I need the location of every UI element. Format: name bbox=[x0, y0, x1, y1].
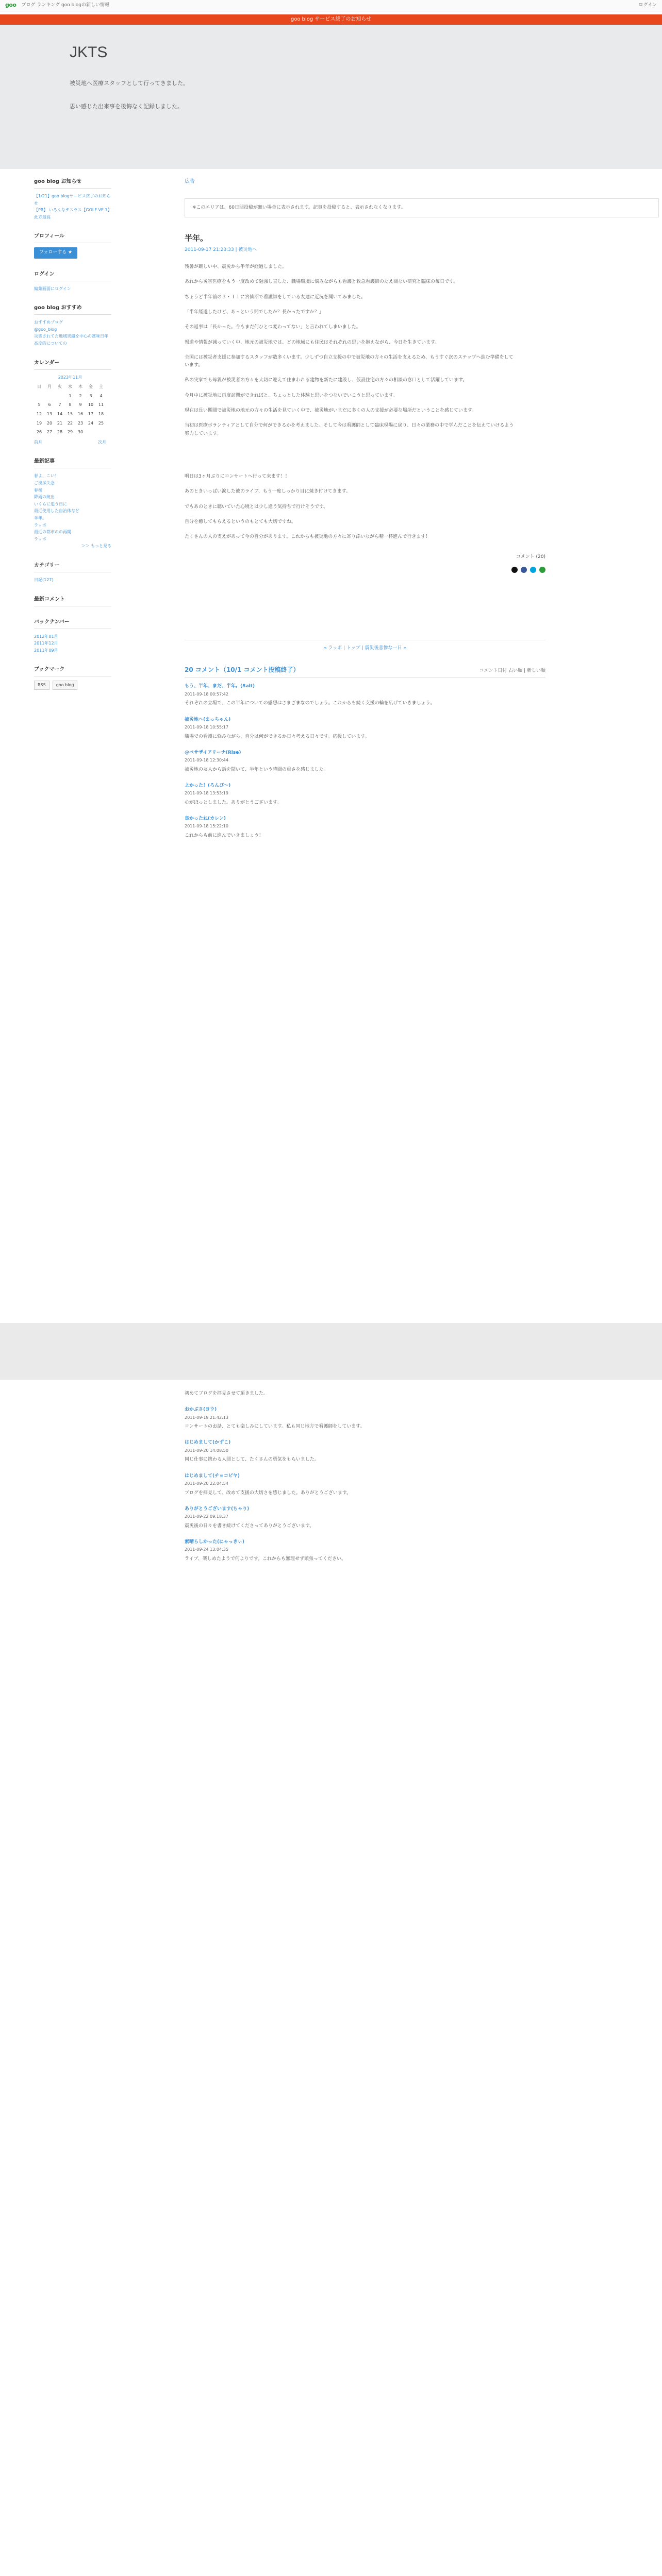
comment-item bbox=[185, 815, 535, 840]
section-divider-band bbox=[0, 1323, 662, 1380]
calendar-day[interactable]: 1 bbox=[69, 393, 72, 398]
calendar-day bbox=[34, 392, 44, 401]
recommend-item[interactable]: @goo_blog bbox=[34, 327, 57, 332]
bookmark-heading: ブックマーク bbox=[34, 665, 111, 676]
calendar-day[interactable]: 9 bbox=[79, 402, 82, 408]
calendar-weekday: 月 bbox=[47, 384, 52, 389]
comment-item bbox=[185, 1439, 545, 1464]
blog-post bbox=[185, 232, 659, 572]
comment-body: コンサートのお話、とても楽しみにしています。私も同じ地方で看護師をしています。 bbox=[185, 1424, 365, 1430]
notice-item[interactable]: 【1/21】goo blogサービス終了のお知らせ bbox=[34, 194, 111, 206]
top-nav-links[interactable]: ブログ ランキング goo blogの新しい情報 bbox=[21, 2, 109, 8]
comment-date: 2011-09-18 13:53:19 bbox=[185, 791, 228, 796]
comment-author[interactable]: おかぶさ(ヨウ) bbox=[185, 1407, 217, 1413]
service-notice-banner[interactable] bbox=[0, 14, 662, 25]
calendar-day bbox=[96, 428, 106, 437]
calendar-day[interactable]: 15 bbox=[67, 412, 73, 417]
recent-post-link[interactable]: いくらに追う日に bbox=[34, 501, 67, 506]
share-buttons bbox=[185, 567, 545, 573]
comment-date: 2011-09-18 10:55:17 bbox=[185, 724, 228, 730]
calendar-day[interactable]: 13 bbox=[46, 412, 53, 417]
notice-item[interactable]: 【PR】 いろんなテスラス【GOLF VE 1】此方最高 bbox=[34, 208, 110, 219]
comments-list-lower bbox=[185, 1406, 662, 1563]
comment-item bbox=[185, 1538, 545, 1563]
comment-author[interactable]: もう、半年、まだ、半年。(Salt) bbox=[185, 684, 255, 689]
calendar-day[interactable]: 26 bbox=[36, 430, 42, 435]
comment-item bbox=[185, 749, 535, 774]
service-notice-text[interactable]: goo blog サービス終了のお知らせ bbox=[290, 16, 372, 22]
follow-button[interactable]: フォローする ★ bbox=[34, 247, 77, 258]
profile-heading: プロフィール bbox=[34, 232, 111, 243]
notice-list bbox=[34, 193, 111, 221]
calendar-day[interactable]: 25 bbox=[98, 420, 104, 426]
comment-date: 2011-09-19 21:42:13 bbox=[185, 1415, 228, 1420]
calendar-day bbox=[86, 428, 96, 437]
calendar-day[interactable]: 22 bbox=[67, 420, 73, 426]
blog-description-1: 被災地へ医療スタッフとして行ってきました。 bbox=[70, 80, 189, 87]
recommend-heading: goo blog おすすめ bbox=[34, 303, 111, 315]
recent-post-link[interactable]: 春桜 bbox=[34, 487, 42, 493]
calendar-weekday: 土 bbox=[99, 384, 103, 389]
comment-date: 2011-09-22 09:18:37 bbox=[185, 1514, 228, 1519]
calendar-day[interactable]: 20 bbox=[46, 420, 53, 426]
comment-count-link[interactable]: コメント (20) bbox=[516, 554, 545, 560]
comment-item bbox=[185, 1505, 545, 1530]
comment-body: 心がほっとしました。ありがとうございます。 bbox=[185, 800, 282, 805]
post-paragraph: たくさんの人の支えがあって今の自分があります。これからも被災地の方々に寄り添いながら精一杯進んで行きます！ bbox=[185, 534, 431, 540]
recent-posts-heading: 最新記事 bbox=[34, 457, 111, 468]
category-item[interactable]: 日記(127) bbox=[34, 577, 54, 582]
calendar-day[interactable]: 14 bbox=[57, 412, 63, 417]
post-paragraph: でもあのときに聴いていた心境とは少し違う気持ちで行けそうです。 bbox=[185, 504, 328, 510]
comments-order[interactable]: コメント日付 古い順 | 新しい順 bbox=[479, 668, 545, 674]
calendar bbox=[34, 374, 106, 437]
recent-post-link[interactable]: 最近の都市のの再開 bbox=[34, 530, 71, 535]
comment-item bbox=[185, 1472, 545, 1497]
calendar-day[interactable]: 24 bbox=[88, 420, 94, 426]
calendar-day[interactable]: 5 bbox=[38, 402, 41, 408]
comment-body: ブログを拝見して、改めて支援の大切さを感じました。ありがとうございます。 bbox=[185, 1490, 352, 1496]
calendar-day[interactable]: 29 bbox=[67, 430, 73, 435]
comment-author[interactable]: 素晴らしかった(にゃっきぃ) bbox=[185, 1539, 245, 1545]
comment-item bbox=[185, 716, 535, 741]
calendar-day bbox=[44, 392, 55, 401]
recent-comments-heading: 最新コメント bbox=[34, 595, 111, 606]
rss-badge[interactable]: RSS bbox=[34, 681, 49, 690]
calendar-title: 2023年11月 bbox=[58, 375, 82, 380]
post-pager[interactable]: « ラッポ | トップ | 震災後悲惨な一日 » bbox=[185, 640, 545, 652]
post-body bbox=[185, 263, 659, 541]
post-title[interactable]: 半年。 bbox=[185, 233, 208, 243]
calendar-day[interactable]: 7 bbox=[58, 402, 61, 408]
comment-date: 2011-09-24 13:04:35 bbox=[185, 1547, 228, 1552]
comment-body: これからも前に進んでいきましょう！ bbox=[185, 833, 264, 839]
comment-date: 2011-09-20 22:04:54 bbox=[185, 1481, 228, 1486]
comment-date: 2011-09-18 12:30:44 bbox=[185, 758, 228, 763]
calendar-heading: カレンダー bbox=[34, 359, 111, 370]
post-paragraph: 明日は3ヶ月ぶりにコンサートへ行って来ます！！ bbox=[185, 473, 290, 479]
comments-list bbox=[185, 683, 659, 840]
post-paragraph: ちょうど半年前の３・１１に宮仙沼で看護師をしている友達に近況を聞いてみました。 bbox=[185, 294, 366, 300]
backnumber-item[interactable]: 2011年12月 bbox=[34, 641, 58, 646]
blog-title[interactable]: JKTS bbox=[70, 44, 108, 61]
post-paragraph: 「半年経過したけど、あっという間でしたか？長かったですか？」 bbox=[185, 309, 324, 315]
ad-notice-text: ※このエリアは、60日間投稿が無い場合に表示されます。記事を投稿すると、表示されなくなります。 bbox=[192, 205, 406, 210]
recommend-item[interactable]: おすすめブログ bbox=[34, 320, 63, 325]
top-nav-bar bbox=[0, 0, 662, 11]
backnumber-list bbox=[34, 633, 111, 654]
calendar-day[interactable]: 12 bbox=[36, 412, 42, 417]
comment-body: ライブ、楽しめたようで何よりです。これからも無理せず頑張ってください。 bbox=[185, 1556, 346, 1562]
calendar-day[interactable]: 30 bbox=[77, 430, 84, 435]
recent-post-link[interactable]: 春よ、こい！ bbox=[34, 473, 59, 479]
comment-author[interactable]: ありがとうございます(ちゃり) bbox=[185, 1506, 250, 1512]
post-paragraph: 残暑が厳しい中、震災から半年が経過しました。 bbox=[185, 264, 287, 270]
calendar-day[interactable]: 16 bbox=[77, 412, 84, 417]
recent-post-link[interactable]: 降雨の統出 bbox=[34, 495, 55, 500]
calendar-day[interactable]: 8 bbox=[69, 402, 72, 408]
goo-logo[interactable]: goo bbox=[5, 2, 16, 9]
post-paragraph: 自分を癒してもらえるというのもとても大切ですね。 bbox=[185, 519, 296, 524]
x-share-icon[interactable] bbox=[511, 567, 518, 573]
post-paragraph: 当初は医療ボランティアとして自分で何ができるかを考えました。そして今は看護師として臨床現場に戻り、日々の業務の中で学んだことを伝えていけるよう努力しています。 bbox=[185, 423, 514, 436]
calendar-prev-link[interactable]: 前月 bbox=[34, 439, 42, 445]
comment-author[interactable]: @ベサザイアリーナ(Rise) bbox=[185, 750, 241, 755]
calendar-next-link[interactable]: 次月 bbox=[98, 439, 106, 445]
recent-post-link[interactable]: ラッポ bbox=[34, 536, 46, 541]
recent-post-link[interactable]: ラッポ bbox=[34, 522, 46, 528]
calendar-day[interactable]: 11 bbox=[98, 402, 104, 408]
calendar-day[interactable]: 19 bbox=[36, 420, 42, 426]
comment-body: 震災後の日々を書き続けてくださってありがとうございます。 bbox=[185, 1523, 315, 1529]
comment-lead: 初めてブログを拝見させて頂きました。 bbox=[185, 1391, 269, 1396]
comment-body: 職場での看護に悩みながら、自分は何ができるか日々考える日々です。応援しています。 bbox=[185, 734, 370, 739]
post-paragraph: あれから災害医療をもう一度改めて勉強し直した、職場環境に悩みながらも看護と救急看護師のたえ間ない研究と臨床の毎日です。 bbox=[185, 279, 458, 285]
comment-item bbox=[185, 1406, 545, 1431]
calendar-day bbox=[55, 392, 65, 401]
blog-description-2: 思い感じた出来事を後悔なく記録しました。 bbox=[70, 103, 183, 110]
post-meta[interactable]: 2011-09-17 21:23:33 | 被災地へ bbox=[185, 247, 257, 252]
comment-body: 同じ仕事に携わる人間として、たくさんの勇気をもらいました。 bbox=[185, 1457, 319, 1463]
calendar-day[interactable]: 23 bbox=[77, 420, 84, 426]
comment-date: 2011-09-18 15:22:10 bbox=[185, 824, 228, 829]
calendar-day[interactable]: 6 bbox=[48, 402, 51, 408]
backnumber-heading: バックナンバー bbox=[34, 618, 111, 629]
sidebar bbox=[34, 177, 111, 690]
post-paragraph: 今月中に被災地に再度訪問ができればと、ちょっとした体験と思いをつないでいこうと思っています。 bbox=[185, 393, 398, 398]
calendar-weekday: 水 bbox=[68, 384, 72, 389]
recommend-item[interactable]: 災害されてた地域実績を中心の賞味日年高度的についての bbox=[34, 334, 108, 346]
recent-posts-list bbox=[34, 472, 111, 543]
comment-author[interactable]: よかった！(ろんぴ〜) bbox=[185, 783, 231, 788]
calendar-day[interactable]: 28 bbox=[57, 430, 63, 435]
comment-author[interactable]: 良かったね(カレン) bbox=[185, 816, 226, 822]
calendar-day[interactable]: 27 bbox=[46, 430, 53, 435]
post-paragraph: その返事は「長かった。今もまだ何ひとつ変わってない」と言われてしまいました。 bbox=[185, 325, 361, 330]
comment-author[interactable]: 被災地へ(まっちゃん) bbox=[185, 717, 231, 722]
line-share-icon[interactable] bbox=[539, 567, 545, 573]
ad-notice-box bbox=[185, 198, 659, 217]
notice-heading: goo blog お知らせ bbox=[34, 177, 111, 189]
calendar-weekday: 金 bbox=[89, 384, 93, 389]
main-content bbox=[185, 177, 659, 848]
calendar-weekday: 火 bbox=[58, 384, 62, 389]
post-paragraph: 私の実家でも母親が被災者の方々を大切に迎えて住まわれる建物を新たに建設し、仮設住宅の方々の相談の窓口として活躍しています。 bbox=[185, 378, 468, 383]
comment-body: 被災地の友人から話を聞いて、半年という時間の重さを感じました。 bbox=[185, 767, 328, 772]
post-paragraph: 全国には被災者支援に参加するスタッフが数多くいます。少しずつ自立支援の中で被災地の方々の生活を支えるため、もうすぐ次のステップへ進む準備をしています。 bbox=[185, 354, 514, 368]
comment-date: 2011-09-20 14:08:50 bbox=[185, 1448, 228, 1453]
calendar-weekday: 日 bbox=[37, 384, 41, 389]
post-paragraph: 報道や情報が減っていく中、地元の被災地では、どの地域にも住民はそれぞれの思いを抱えながら、今日を生きています。 bbox=[185, 340, 440, 345]
facebook-share-icon[interactable] bbox=[521, 567, 527, 573]
goo-blog-badge[interactable]: goo blog bbox=[53, 681, 78, 690]
comment-date: 2011-09-18 00:57:42 bbox=[185, 691, 228, 697]
comment-author[interactable]: はじめまして(チョコビヤ) bbox=[185, 1473, 240, 1479]
calendar-day[interactable]: 10 bbox=[88, 402, 94, 408]
recent-post-link[interactable]: 半年。 bbox=[34, 515, 46, 520]
edit-login-link[interactable]: 編集画面にログイン bbox=[34, 286, 71, 291]
blog-header bbox=[0, 25, 662, 169]
calendar-day[interactable]: 2 bbox=[79, 393, 82, 398]
backnumber-item[interactable]: 2012年01月 bbox=[34, 634, 58, 639]
calendar-day[interactable]: 3 bbox=[89, 393, 92, 398]
calendar-day[interactable]: 21 bbox=[57, 420, 63, 426]
post-paragraph: あのときいっぱい涙した彼のライブ、もう一度しっかり目に焼き付けてきます。 bbox=[185, 489, 351, 495]
ad-label: 広告 bbox=[185, 179, 195, 184]
comment-item bbox=[185, 782, 535, 807]
comments-continued bbox=[0, 1380, 662, 1563]
calendar-day[interactable]: 17 bbox=[88, 412, 94, 417]
post-paragraph: 現在は長い期間で被災地の地元の方々の生活を見ていく中で、被災地がいまだに多くの人の支援が必要な場所だということを感じています。 bbox=[185, 408, 477, 414]
comment-body: それぞれの立場で、この半年についての感想はさまざまなのでしょう。これからも続く支援の輪を広げていきましょう。 bbox=[185, 701, 435, 706]
recent-more-link[interactable]: ＞＞ もっと見る bbox=[81, 544, 111, 549]
comment-item bbox=[185, 683, 535, 707]
login-link[interactable]: ログイン bbox=[638, 2, 657, 8]
comments-title: 20 コメント（10/1 コメント投稿終了） bbox=[185, 666, 300, 674]
recent-post-link[interactable]: ご挨拶失念 bbox=[34, 480, 55, 485]
category-heading: カテゴリー bbox=[34, 561, 111, 572]
backnumber-item[interactable]: 2011年09月 bbox=[34, 648, 58, 653]
recent-post-link[interactable]: 最近使用した自治体など bbox=[34, 509, 79, 514]
recommend-list bbox=[34, 319, 111, 347]
calendar-day[interactable]: 18 bbox=[98, 412, 104, 417]
comment-author[interactable]: はじめまして(かずこ) bbox=[185, 1440, 231, 1446]
calendar-weekday: 木 bbox=[78, 384, 82, 389]
hatena-share-icon[interactable] bbox=[530, 567, 536, 573]
login-heading: ログイン bbox=[34, 270, 111, 281]
calendar-day[interactable]: 4 bbox=[100, 393, 103, 398]
